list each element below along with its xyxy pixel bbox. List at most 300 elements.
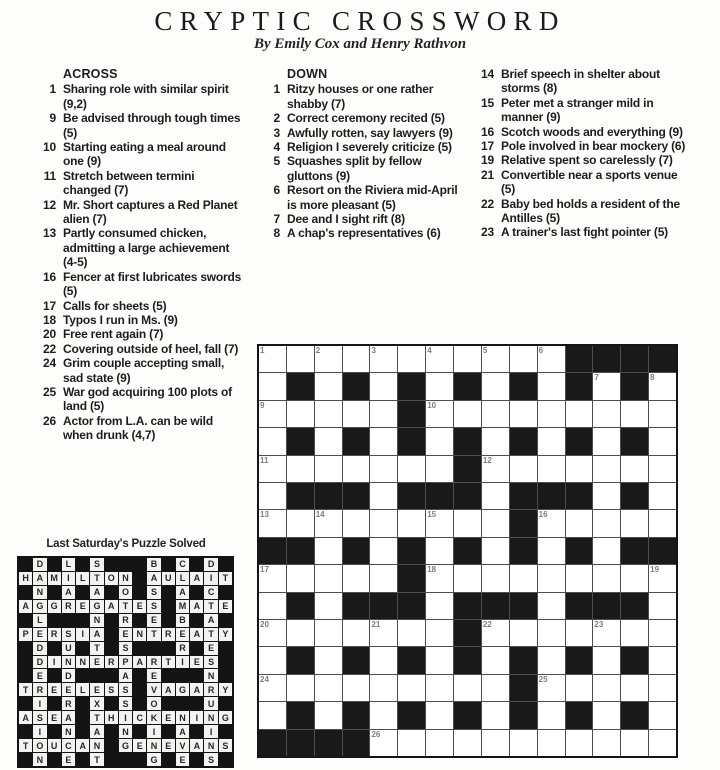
grid-cell[interactable] [259,702,286,728]
grid-cell[interactable] [315,428,342,454]
solved-cell-letter: D [204,558,217,571]
grid-cell[interactable] [621,565,648,591]
solved-cell-black [76,711,89,724]
grid-cell[interactable] [426,565,453,591]
grid-cell[interactable] [426,428,453,454]
clue [468,168,686,197]
grid-cell[interactable] [370,565,397,591]
grid-cell[interactable] [398,346,425,372]
clue-text: Religion I severely criticize (5) [287,140,452,155]
solved-cell-letter: R [48,628,61,641]
grid-cell[interactable] [593,675,620,701]
clue-text: Squashes split by fellow gluttons (9) [287,154,422,183]
grid-cell[interactable] [482,538,509,564]
solved-cell-letter: A [190,683,203,696]
solved-cell-black [133,558,146,571]
grid-cell-black [566,647,593,673]
grid-cell[interactable] [538,647,565,673]
solved-cell-letter: T [204,600,217,613]
grid-cell-black [398,428,425,454]
grid-cell[interactable] [510,620,537,646]
grid-cell[interactable] [315,346,342,372]
solved-cell-letter: N [76,656,89,669]
clue [468,125,686,139]
grid-cell[interactable] [259,401,286,427]
solved-cell-letter: U [204,697,217,710]
solved-cell-letter: E [33,628,46,641]
grid-cell[interactable] [343,620,370,646]
grid-cell[interactable] [287,675,314,701]
solved-cell-black [19,697,32,710]
clue [254,212,466,226]
grid-cell[interactable] [370,675,397,701]
solved-cell-letter: A [90,586,103,599]
grid-cell[interactable] [343,675,370,701]
grid-cell-black [454,373,481,399]
grid-cell[interactable] [259,510,286,536]
solved-cell-black [105,642,118,655]
grid-cell[interactable] [593,647,620,673]
grid-cell[interactable] [315,510,342,536]
solved-cell-letter: G [90,600,103,613]
grid-cell[interactable] [538,401,565,427]
solved-cell-letter: E [162,739,175,752]
grid-cell[interactable] [454,730,481,756]
grid-cell-black [593,593,620,619]
grid-cell[interactable] [315,620,342,646]
grid-cell[interactable] [538,510,565,536]
grid-cell[interactable] [370,456,397,482]
grid-cell-black [398,483,425,509]
grid-cell[interactable] [454,675,481,701]
solved-cell-black [19,753,32,766]
grid-cell[interactable] [593,538,620,564]
solved-cell-black [105,697,118,710]
grid-cell[interactable] [259,428,286,454]
grid-cell[interactable] [370,647,397,673]
solved-cell-letter: O [105,572,118,585]
grid-cell-black [621,593,648,619]
grid-cell[interactable] [649,456,676,482]
grid-cell[interactable] [454,565,481,591]
grid-cell[interactable] [454,401,481,427]
grid-cell[interactable] [538,538,565,564]
solved-cell-black [19,725,32,738]
grid-cell[interactable] [649,593,676,619]
clue-text: War god acquiring 100 plots of land (5) [63,384,232,414]
solved-cell-letter: E [147,614,160,627]
grid-cell[interactable] [482,428,509,454]
grid-cell[interactable] [649,675,676,701]
solved-cell-letter: C [204,586,217,599]
grid-cell[interactable] [510,730,537,756]
grid-cell-black [398,565,425,591]
grid-cell[interactable] [566,620,593,646]
solved-cell-letter: E [147,669,160,682]
clue-number: 17 [481,139,494,154]
solved-cell-black [19,656,32,669]
clue [254,126,466,140]
grid-cell[interactable] [315,565,342,591]
grid-cell-black [566,373,593,399]
grid-cell[interactable] [454,510,481,536]
grid-cell[interactable] [510,401,537,427]
solved-cell-black [19,669,32,682]
grid-cell[interactable] [649,565,676,591]
grid-cell-black [398,538,425,564]
grid-cell[interactable] [649,428,676,454]
clue-text: Mr. Short captures a Red Planet alien (7) [63,197,238,227]
grid-cell-black [566,346,593,372]
grid-cell[interactable] [398,730,425,756]
grid-cell[interactable] [315,373,342,399]
clue-text: Fencer at first lubricates swords (5) [63,269,242,299]
solved-cell-letter: E [133,739,146,752]
solved-cell-black [162,697,175,710]
grid-cell[interactable] [343,456,370,482]
grid-cell-black [454,647,481,673]
down-heading: DOWN [287,67,328,81]
solved-cell-letter: E [62,753,75,766]
grid-cell-number: 11 [260,455,269,465]
solved-cell-letter: R [62,600,75,613]
solved-cell-black [119,753,132,766]
solved-cell-letter: L [176,572,189,585]
grid-cell-black [566,702,593,728]
grid-cell-black [621,373,648,399]
solved-cell-letter: A [62,586,75,599]
grid-cell[interactable] [315,702,342,728]
grid-cell[interactable] [621,401,648,427]
grid-cell[interactable] [538,730,565,756]
solved-cell-letter: T [147,628,160,641]
solved-cell-letter: E [176,753,189,766]
solved-cell-letter: I [62,572,75,585]
solved-cell-letter: H [105,711,118,724]
grid-cell-black [259,538,286,564]
solved-cell-letter: I [204,572,217,585]
grid-cell[interactable] [510,565,537,591]
clue-text: Baby bed holds a resident of the Antilles (5) [501,196,680,226]
clue-text: Correct ceremony recited (5) [287,111,445,126]
grid-cell[interactable] [538,373,565,399]
grid-cell[interactable] [482,565,509,591]
grid-cell[interactable] [370,620,397,646]
solved-cell-black [162,558,175,571]
grid-cell[interactable] [287,510,314,536]
solved-cell-black [219,558,232,571]
grid-cell[interactable] [287,565,314,591]
grid-cell-number: 10 [427,400,437,410]
solved-cell-black [162,600,175,613]
clue [468,139,686,153]
grid-cell[interactable] [398,675,425,701]
solved-cell-letter: T [19,683,32,696]
across-clue-list [30,82,242,442]
grid-cell[interactable] [259,456,286,482]
grid-cell[interactable] [398,456,425,482]
grid-cell[interactable] [259,593,286,619]
solved-cell-black [219,669,232,682]
grid-cell[interactable] [482,483,509,509]
grid-cell[interactable] [649,373,676,399]
grid-cell[interactable] [426,456,453,482]
solved-cell-letter: R [33,683,46,696]
grid-cell[interactable] [649,647,676,673]
solved-cell-letter: N [147,739,160,752]
grid-cell[interactable] [370,428,397,454]
grid-cell[interactable] [426,346,453,372]
clue-text: Dee and I sight rift (8) [287,212,405,227]
grid-cell[interactable] [426,620,453,646]
grid-cell-black [343,730,370,756]
grid-cell[interactable] [343,510,370,536]
grid-cell[interactable] [287,456,314,482]
solved-cell-letter: U [48,739,61,752]
grid-cell[interactable] [454,346,481,372]
solved-cell-letter: S [90,558,103,571]
solved-cell-letter: R [119,614,132,627]
grid-cell[interactable] [593,401,620,427]
solved-cell-letter: D [33,558,46,571]
solved-cell-black [190,725,203,738]
grid-cell-number: 9 [260,400,265,410]
clue-number: 25 [43,384,56,399]
grid-cell[interactable] [315,647,342,673]
grid-cell[interactable] [649,730,676,756]
solved-cell-black [133,697,146,710]
solved-cell-letter: A [190,739,203,752]
solved-cell-letter: N [90,739,103,752]
grid-cell[interactable] [566,565,593,591]
solved-cell-black [19,614,32,627]
grid-cell-black [259,730,286,756]
grid-cell[interactable] [593,428,620,454]
grid-cell[interactable] [370,702,397,728]
solved-cell-black [190,753,203,766]
grid-cell[interactable] [621,456,648,482]
grid-cell[interactable] [482,620,509,646]
grid-cell[interactable] [649,620,676,646]
grid-cell[interactable] [426,675,453,701]
grid-cell[interactable] [259,373,286,399]
grid-cell[interactable] [315,593,342,619]
grid-cell[interactable] [426,730,453,756]
grid-cell[interactable] [593,510,620,536]
grid-cell[interactable] [538,456,565,482]
grid-cell[interactable] [259,483,286,509]
grid-cell[interactable] [370,401,397,427]
grid-cell[interactable] [538,620,565,646]
grid-cell-number: 23 [594,619,604,629]
down-clue-list-2 [468,67,686,240]
grid-cell[interactable] [593,702,620,728]
solved-cell-letter: U [162,572,175,585]
grid-cell[interactable] [370,510,397,536]
clue-number: 15 [481,95,494,110]
solved-cell-black [162,586,175,599]
grid-cell[interactable] [287,620,314,646]
clue [30,414,242,443]
grid-cell[interactable] [593,373,620,399]
solved-cell-letter: N [204,669,217,682]
grid-cell[interactable] [593,456,620,482]
solved-cell-black [190,558,203,571]
grid-cell[interactable] [259,620,286,646]
solved-cell-black [133,753,146,766]
solved-cell-letter: I [176,656,189,669]
solved-cell-black [19,586,32,599]
solved-cell-letter: N [33,753,46,766]
grid-cell[interactable] [426,593,453,619]
solved-cell-letter: N [33,586,46,599]
grid-cell-black [454,593,481,619]
grid-cell[interactable] [426,510,453,536]
grid-cell[interactable] [566,730,593,756]
solved-cell-letter: R [162,628,175,641]
solved-cell-letter: E [133,600,146,613]
grid-cell-black [621,647,648,673]
grid-cell[interactable] [649,702,676,728]
clue-text: Scotch woods and everything (9) [501,124,683,139]
clue-number: 1 [49,82,56,97]
clue [254,183,466,212]
solved-cell-black [162,669,175,682]
grid-cell[interactable] [315,401,342,427]
grid-cell[interactable] [621,510,648,536]
grid-cell-black [287,538,314,564]
grid-cell[interactable] [343,401,370,427]
grid-cell[interactable] [566,456,593,482]
grid-cell[interactable] [482,510,509,536]
grid-cell[interactable] [398,620,425,646]
grid-cell[interactable] [370,538,397,564]
grid-cell[interactable] [426,373,453,399]
solved-cell-letter: A [62,711,75,724]
solved-cell-black [162,725,175,738]
grid-cell[interactable] [593,620,620,646]
solved-cell-letter: N [62,725,75,738]
solved-cell-letter: E [204,642,217,655]
grid-cell-black [510,702,537,728]
grid-cell[interactable] [315,456,342,482]
grid-cell[interactable] [315,675,342,701]
grid-cell-black [370,593,397,619]
grid-cell[interactable] [482,346,509,372]
grid-cell[interactable] [482,730,509,756]
grid-cell-number: 18 [427,565,437,575]
grid-cell[interactable] [566,510,593,536]
clue-number: 19 [481,153,494,168]
grid-cell[interactable] [482,675,509,701]
grid-cell[interactable] [593,565,620,591]
grid-cell[interactable] [482,401,509,427]
solved-cell-black [105,753,118,766]
clue-number: 5 [273,154,280,169]
grid-cell[interactable] [593,483,620,509]
grid-cell[interactable] [482,702,509,728]
grid-cell[interactable] [398,510,425,536]
grid-cell[interactable] [482,647,509,673]
grid-cell-black [621,428,648,454]
solved-cell-letter: C [176,558,189,571]
grid-cell[interactable] [259,675,286,701]
grid-cell-black [398,702,425,728]
grid-cell[interactable] [566,401,593,427]
grid-cell[interactable] [426,702,453,728]
grid-cell[interactable] [315,538,342,564]
grid-cell-black [566,428,593,454]
grid-cell[interactable] [370,483,397,509]
solved-cell-letter: G [119,739,132,752]
solved-cell-letter: A [90,725,103,738]
grid-cell[interactable] [426,401,453,427]
solved-cell-black [133,642,146,655]
clue-text: Actor from L.A. can be wild when drunk (4,7) [63,413,213,443]
clue-text: Convertible near a sports venue (5) [501,167,678,197]
solved-cell-letter: A [19,711,32,724]
grid-cell[interactable] [649,510,676,536]
grid-cell[interactable] [538,346,565,372]
grid-cell[interactable] [649,483,676,509]
solved-cell-letter: N [176,711,189,724]
grid-cell[interactable] [538,593,565,619]
grid-cell[interactable] [370,730,397,756]
grid-cell-number: 12 [482,455,492,465]
grid-cell[interactable] [370,346,397,372]
solved-cell-black [48,614,61,627]
grid-cell[interactable] [426,647,453,673]
grid-cell[interactable] [510,346,537,372]
solved-cell-letter: A [176,725,189,738]
grid-cell[interactable] [482,373,509,399]
grid-cell-black [566,538,593,564]
solved-cell-letter: I [33,725,46,738]
grid-cell[interactable] [649,401,676,427]
clue-number: 13 [43,226,56,241]
grid-cell[interactable] [343,346,370,372]
grid-cell[interactable] [482,456,509,482]
grid-cell[interactable] [259,565,286,591]
grid-cell[interactable] [538,428,565,454]
solved-cell-letter: V [176,739,189,752]
solved-cell-letter: S [147,600,160,613]
solved-cell-letter: E [76,600,89,613]
grid-cell[interactable] [370,373,397,399]
grid-cell[interactable] [287,346,314,372]
clue-number: 22 [481,196,494,211]
grid-cell[interactable] [259,346,286,372]
grid-cell[interactable] [510,456,537,482]
solved-cell-letter: E [62,683,75,696]
grid-cell[interactable] [593,730,620,756]
grid-cell[interactable] [566,675,593,701]
grid-cell[interactable] [287,401,314,427]
grid-cell[interactable] [538,702,565,728]
grid-cell[interactable] [621,730,648,756]
clue-number: 17 [43,298,56,313]
solved-cell-letter: A [19,600,32,613]
grid-cell[interactable] [538,675,565,701]
grid-cell[interactable] [259,647,286,673]
grid-cell[interactable] [621,620,648,646]
grid-cell[interactable] [538,565,565,591]
grid-cell[interactable] [426,538,453,564]
clue-number: 14 [481,67,494,81]
grid-cell[interactable] [621,675,648,701]
clue-number: 16 [481,124,494,139]
grid-cell[interactable] [343,565,370,591]
